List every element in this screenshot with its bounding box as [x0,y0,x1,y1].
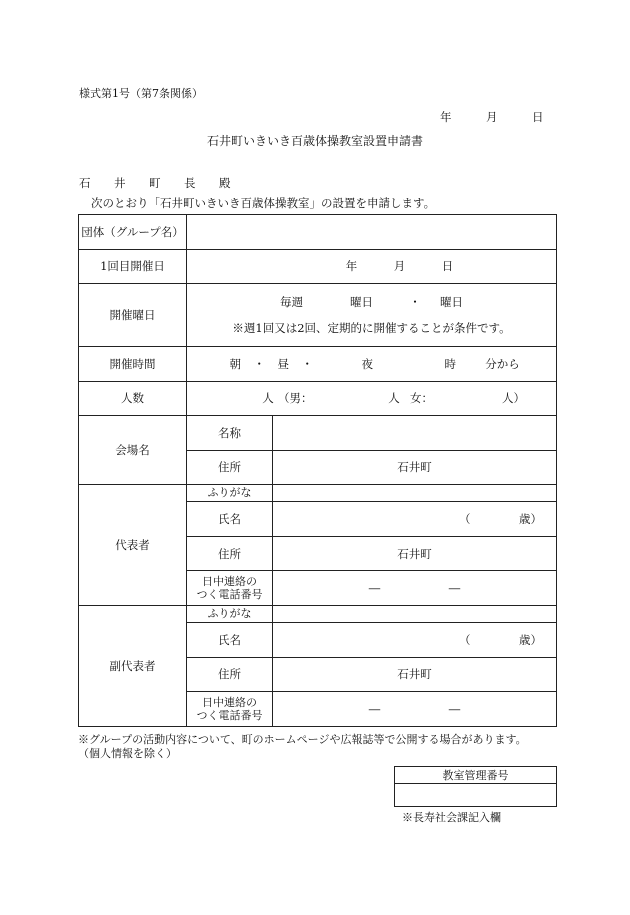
document-title: 石井町いきいき百歳体操教室設置申請書 [206,134,423,148]
row-count [79,381,557,416]
time-night[interactable]: 夜 [361,356,373,371]
row-time [79,347,557,382]
vice-furigana-label: ふりがな [187,606,273,623]
date-day-unit: 日 [532,110,544,124]
rep-address-label: 住所 [187,536,273,571]
group-name-label: 団体（グループ名） [79,215,187,250]
weekday-prefix: 毎週 [280,294,303,309]
venue-address-field[interactable]: 石井町 [273,450,557,485]
time-hour-unit: 時 [444,356,456,371]
rep-name-label: 氏名 [187,502,273,537]
vice-age-close: 歳） [519,632,542,647]
vice-phone-label-line1: 日中連絡の [202,695,257,709]
rep-address-field[interactable]: 石井町 [273,536,557,571]
date-year-unit: 年 [440,110,452,124]
weekday-separator: ・ [409,294,421,309]
rep-phone-dash-2: ― [448,581,461,596]
date-month-unit: 月 [486,110,498,124]
vice-name-field[interactable] [273,623,557,658]
count-male-unit: 人 [388,391,400,406]
time-separator-2: ・ [301,356,313,371]
row-rep-furigana [79,485,557,502]
vice-phone-label [187,692,273,727]
venue-name-field[interactable] [273,416,557,451]
weekday-unit-1: 曜日 [350,294,373,309]
rep-age-open: （ [459,512,471,526]
vice-address-field[interactable]: 石井町 [273,657,557,692]
admin-box [394,766,557,807]
vice-phone-dash-1: ― [368,701,381,716]
admin-note: ※長寿社会課記入欄 [402,811,501,824]
privacy-note [78,733,527,762]
row-weekday [79,284,557,347]
venue-address-label: 住所 [187,450,273,485]
weekday-note: ※週1回又は2回、定期的に開催することが条件です。 [232,321,511,336]
intro-text: 次のとおり「石井町いきいき百歳体操教室」の設置を申請します。 [91,196,436,210]
time-separator-1: ・ [253,356,265,371]
weekday-field[interactable] [187,284,557,347]
weekday-unit-2: 曜日 [440,294,463,309]
vice-age-open: （ [459,632,471,647]
admin-number-field[interactable] [395,784,557,807]
date-line [440,109,544,125]
time-label: 開催時間 [79,347,187,382]
first-session-field[interactable] [187,249,557,284]
venue-label: 会場名 [79,416,187,485]
addressee: 石 井 町 長 殿 [79,176,237,190]
vice-phone-dash-2: ― [448,701,461,716]
rep-phone-label-line2: つく電話番号 [196,588,263,602]
rep-furigana-field[interactable] [273,485,557,502]
first-session-month-unit: 月 [393,259,406,274]
rep-furigana-label: ふりがな [187,485,273,502]
vice-address-label: 住所 [187,657,273,692]
rep-phone-field[interactable] [273,571,557,606]
vice-rep-label: 副代表者 [79,606,187,727]
count-female-unit: 人） [502,391,525,406]
group-name-field[interactable] [187,215,557,250]
first-session-day-unit: 日 [441,259,454,274]
row-first-session [79,249,557,284]
rep-age-close: 歳） [519,512,542,526]
first-session-label: 1回目開催日 [79,249,187,284]
vice-furigana-field[interactable] [273,606,557,623]
admin-box-title: 教室管理番号 [395,767,557,784]
privacy-note-line1: ※グループの活動内容について、町のホームページや広報誌等で公開する場合があります。 [78,733,527,746]
vice-phone-label-line2: つく電話番号 [196,709,263,723]
count-female-label: 女： [410,391,433,406]
time-noon[interactable]: 昼 [277,356,289,371]
count-label: 人数 [79,381,187,416]
row-vice-furigana [79,606,557,623]
rep-name-field[interactable] [273,502,557,537]
vice-name-label: 氏名 [187,623,273,658]
count-unit: 人 [262,391,274,406]
vice-phone-field[interactable] [273,692,557,727]
time-minute-unit: 分から [485,356,520,371]
time-morning[interactable]: 朝 [229,356,241,371]
form-number: 様式第1号（第7条関係） [79,87,203,100]
venue-name-label: 名称 [187,416,273,451]
rep-phone-dash-1: ― [368,581,381,596]
rep-label: 代表者 [79,485,187,606]
count-field[interactable] [187,381,557,416]
count-male-label: （男： [278,391,313,406]
first-session-year-unit: 年 [345,259,358,274]
time-field[interactable] [187,347,557,382]
row-group-name [79,215,557,250]
row-venue-name [79,416,557,451]
rep-phone-label-line1: 日中連絡の [202,575,257,589]
privacy-note-line2: （個人情報を除く） [78,747,177,761]
weekday-label: 開催曜日 [79,284,187,347]
rep-phone-label [187,571,273,606]
application-table [78,214,557,727]
